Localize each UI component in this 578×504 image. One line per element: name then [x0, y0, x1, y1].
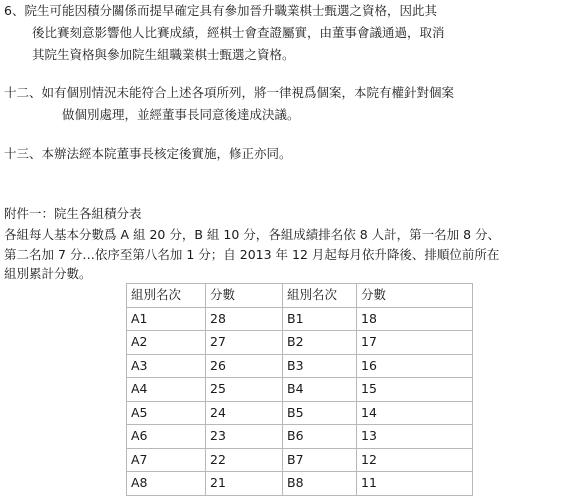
- table-row: [127, 331, 473, 355]
- table-cell: A5: [127, 401, 206, 425]
- table-cell: 13: [357, 425, 473, 449]
- paragraph-12-line-1: 十二、如有個別情況未能符合上述各項所列，將一律視爲個案，本院有權針對個案: [4, 85, 455, 100]
- appendix-body-line-3: 組別累計分數。: [4, 266, 92, 281]
- table-cell: 12: [357, 448, 473, 472]
- table-cell: 16: [357, 354, 473, 378]
- table-cell: A8: [127, 472, 206, 496]
- table-cell: 24: [206, 401, 283, 425]
- paragraph-6-line-3: 其院生資格與參加院生組職業棋士甄選之資格。: [32, 47, 295, 62]
- table-cell: 15: [357, 378, 473, 402]
- appendix-body-line-1: 各組每人基本分數爲 A 組 20 分，B 組 10 分，各組成績排名依 8 人計，第一名加 8 分、: [4, 227, 501, 242]
- table-row: [127, 425, 473, 449]
- paragraph-13-line-1: 十三、本辦法經本院董事長核定後實施，修正亦同。: [4, 146, 292, 161]
- table-row: [127, 401, 473, 425]
- table-cell: B5: [283, 401, 357, 425]
- table-cell: 27: [206, 331, 283, 355]
- table-cell: A6: [127, 425, 206, 449]
- appendix-title: 附件一：院生各組積分表: [4, 206, 142, 221]
- table-cell: 22: [206, 448, 283, 472]
- table-cell: B6: [283, 425, 357, 449]
- table-cell: 18: [357, 307, 473, 331]
- table-row: [127, 448, 473, 472]
- paragraph-6-line-2: 後比賽刻意影響他人比賽成績，經棋士會查證屬實，由董事會議通過，取消: [32, 25, 445, 40]
- table-row: [127, 378, 473, 402]
- table-cell: A4: [127, 378, 206, 402]
- table-cell: 28: [206, 307, 283, 331]
- table-header-cell: 組別名次: [283, 284, 357, 308]
- table-cell: B4: [283, 378, 357, 402]
- table-cell: B3: [283, 354, 357, 378]
- table-header-cell: 分數: [357, 284, 473, 308]
- table-cell: B1: [283, 307, 357, 331]
- table-cell: 14: [357, 401, 473, 425]
- table-cell: 23: [206, 425, 283, 449]
- table-header-row: [127, 284, 473, 308]
- table-cell: 21: [206, 472, 283, 496]
- paragraph-12-line-2: 做個別處理，並經董事長同意後達成決議。: [62, 107, 300, 122]
- table-cell: 11: [357, 472, 473, 496]
- table-cell: B8: [283, 472, 357, 496]
- table-row: [127, 354, 473, 378]
- table-cell: A7: [127, 448, 206, 472]
- table-cell: A1: [127, 307, 206, 331]
- table-header-cell: 分數: [206, 284, 283, 308]
- table-cell: B2: [283, 331, 357, 355]
- table-cell: 17: [357, 331, 473, 355]
- table-row: [127, 472, 473, 496]
- appendix-body-line-2: 第二名加 7 分…依序至第八名加 1 分；自 2013 年 12 月起每月依升降後、排順位前所在: [4, 247, 500, 262]
- table-row: [127, 307, 473, 331]
- paragraph-6-line-1: 6、院生可能因積分關係而提早確定具有參加晉升職業棋士甄選之資格，因此其: [4, 3, 437, 18]
- table-cell: A3: [127, 354, 206, 378]
- table-cell: 25: [206, 378, 283, 402]
- table-cell: B7: [283, 448, 357, 472]
- score-table: [126, 283, 473, 496]
- table-cell: 26: [206, 354, 283, 378]
- table-header-cell: 組別名次: [127, 284, 206, 308]
- table-cell: A2: [127, 331, 206, 355]
